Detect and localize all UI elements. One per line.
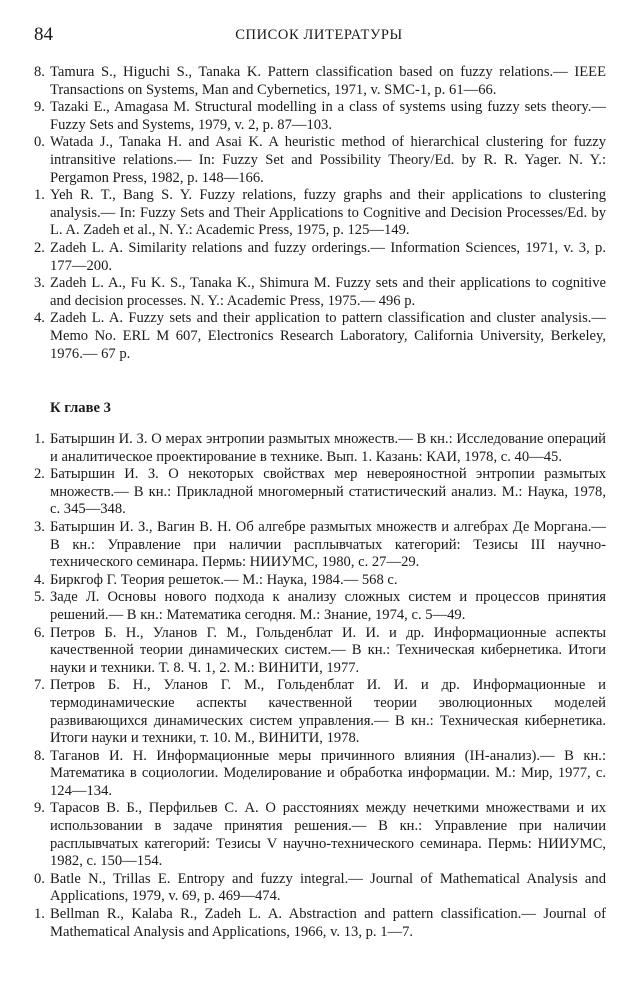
reference-list-chapter-3	[34, 431, 606, 941]
reference-text: Батыршин И. З. О мерах энтропии размытых множеств.— В кн.: Исследование операций и аналитическое проектирование в технике. Вып. 1. Казань: КАИ, 1978, с. 40—45.	[50, 431, 606, 465]
reference-entry	[34, 748, 606, 801]
running-head	[34, 24, 604, 46]
reference-text: Zadeh L. A., Fu K. S., Tanaka K., Shimura M. Fuzzy sets and their applications to cognitive and decision processes. N. Y.: Academic Press, 1975.— 496 p.	[50, 275, 606, 309]
reference-text: Tazaki E., Amagasa M. Structural modelling in a class of systems using fuzzy sets theory.— Fuzzy Sets and Systems, 1979, v. 2, p. 87—103.	[50, 99, 606, 133]
reference-entry	[34, 187, 606, 240]
reference-number: 1.	[34, 187, 45, 204]
reference-entry	[34, 871, 606, 906]
reference-entry	[34, 134, 606, 187]
reference-text: Батыршин И. З. О некоторых свойствах мер неверояностной энтропии размытых множеств.— В кн.: Прикладной многомерный статистический анализ. М.: Наука, 1978, с. 345—348.	[50, 466, 606, 518]
reference-number: 2.	[34, 466, 45, 483]
reference-entry	[34, 800, 606, 870]
reference-text: Петров Б. Н., Уланов Г. М., Гольденблат И. И. и др. Информационные и термодинамические аспекты качественной теории эволюционных моделей развивающихся динамических систем управления.— В кн.: Техническая кибернетика. Итоги науки и техники, т. 10. М., ВИНИТИ, 1978.	[50, 677, 606, 747]
reference-number: 4.	[34, 571, 45, 588]
reference-entry	[34, 589, 606, 624]
reference-text: Yeh R. T., Bang S. Y. Fuzzy relations, fuzzy graphs and their applications to clustering analysis.— In: Fuzzy Sets and Their Applications to Cognitive and Decision Processes/Ed. by L. A. Zadeh et al., N. Y.: Academic Press, 1975, p. 125—149.	[50, 187, 606, 239]
reference-number: 8.	[34, 64, 45, 80]
reference-text: Batle N., Trillas E. Entropy and fuzzy integral.— Journal of Mathematical Analysis and Applications, 1979, v. 69, p. 469—474.	[50, 870, 606, 905]
reference-text: Zadeh L. A. Similarity relations and fuzzy orderings.— Information Sciences, 1971, v. 3, p. 177—200.	[50, 239, 606, 274]
page-number: 84	[34, 24, 53, 45]
reference-number: 1.	[34, 906, 45, 923]
reference-entry	[34, 99, 606, 134]
reference-number: 4.	[34, 310, 45, 327]
reference-number: 1.	[34, 431, 45, 447]
reference-number: 8.	[34, 747, 45, 764]
reference-number: 5.	[34, 589, 45, 606]
reference-text: Zadeh L. A. Fuzzy sets and their application to pattern classification and cluster analysis.— Memo No. ERL M 607, Electronics Research Laboratory, California University, Berkeley, 1976.— 67 p.	[50, 310, 606, 362]
reference-entry	[34, 677, 606, 747]
reference-text: Тарасов В. Б., Перфильев С. А. О расстояниях между нечеткими множествами и их использовании в задаче принятия решения.— В кн.: Управление при наличии расплывчатых категорий: Тезисы V научно-технического семинара. Пермь: НИИУМС, 1982, с. 150—154.	[50, 800, 606, 870]
reference-entry	[34, 240, 606, 275]
reference-list-previous	[34, 64, 606, 363]
reference-number: 0.	[34, 134, 45, 151]
reference-text: Петров Б. Н., Уланов Г. М., Гольденблат И. И. и др. Информационные аспекты качественной теории динамических систем.— В кн.: Техническая кибернетика. Итоги науки и техники. Т. 8. Ч. 1, 2. М.: ВИНИТИ, 1977.	[50, 624, 606, 676]
running-title: СПИСОК ЛИТЕРАТУРЫ	[235, 27, 403, 43]
reference-number: 0.	[34, 870, 45, 887]
reference-entry	[34, 572, 606, 590]
reference-text: Батыршин И. З., Вагин В. Н. Об алгебре размытых множеств и алгебрах Де Моргана.— В кн.: Управление при наличии расплывчатых категорий: Тезисы III научно-технического семинара. Пермь: НИИУМС, 1980, с. 27—29.	[50, 518, 606, 571]
reference-number: 9.	[34, 99, 45, 116]
reference-text: Bellman R., Kalaba R., Zadeh L. A. Abstraction and pattern classification.— Journal of Mathematical Analysis and Applications, 1966, v. 13, p. 1—7.	[50, 906, 606, 940]
reference-number: 9.	[34, 800, 45, 817]
reference-number: 3.	[34, 275, 45, 292]
reference-entry	[34, 519, 606, 572]
reference-text: Биркгоф Г. Теория решеток.— М.: Наука, 1984.— 568 с.	[50, 571, 398, 588]
reference-number: 2.	[34, 239, 45, 256]
reference-entry	[34, 466, 606, 519]
reference-text: Таганов И. Н. Информационные меры причинного влияния (IH-анализ).— В кн.: Математика в социологии. Моделирование и обработка информации. М.: Мир, 1977, с. 124—134.	[50, 747, 606, 799]
reference-number: 3.	[34, 518, 45, 535]
reference-number: 6.	[34, 624, 45, 641]
reference-entry	[34, 64, 606, 99]
reference-text: Заде Л. Основы нового подхода к анализу сложных систем и процессов принятия решений.— В кн.: Математика сегодня. М.: Знание, 1974, с. 5—49.	[50, 589, 606, 623]
reference-text: Tamura S., Higuchi S., Tanaka K. Pattern classification based on fuzzy relations.— IEEE Transactions on Systems, Man and Cybernetics, 1971, v. SMC-1, p. 61—66.	[50, 64, 606, 98]
section-heading: К главе 3	[50, 400, 111, 416]
reference-text: Watada J., Tanaka H. and Asai K. A heuristic method of hierarchical clustering for fuzzy intransitive relations.— In: Fuzzy Set and Possibility Theory/Ed. by R. R. Yager. N. Y.: Pergamon Press, 1982, p. 148—166.	[50, 134, 606, 186]
reference-entry	[34, 906, 606, 941]
reference-entry	[34, 431, 606, 466]
reference-number: 7.	[34, 677, 45, 694]
reference-entry	[34, 275, 606, 310]
reference-entry	[34, 625, 606, 678]
reference-entry	[34, 310, 606, 363]
